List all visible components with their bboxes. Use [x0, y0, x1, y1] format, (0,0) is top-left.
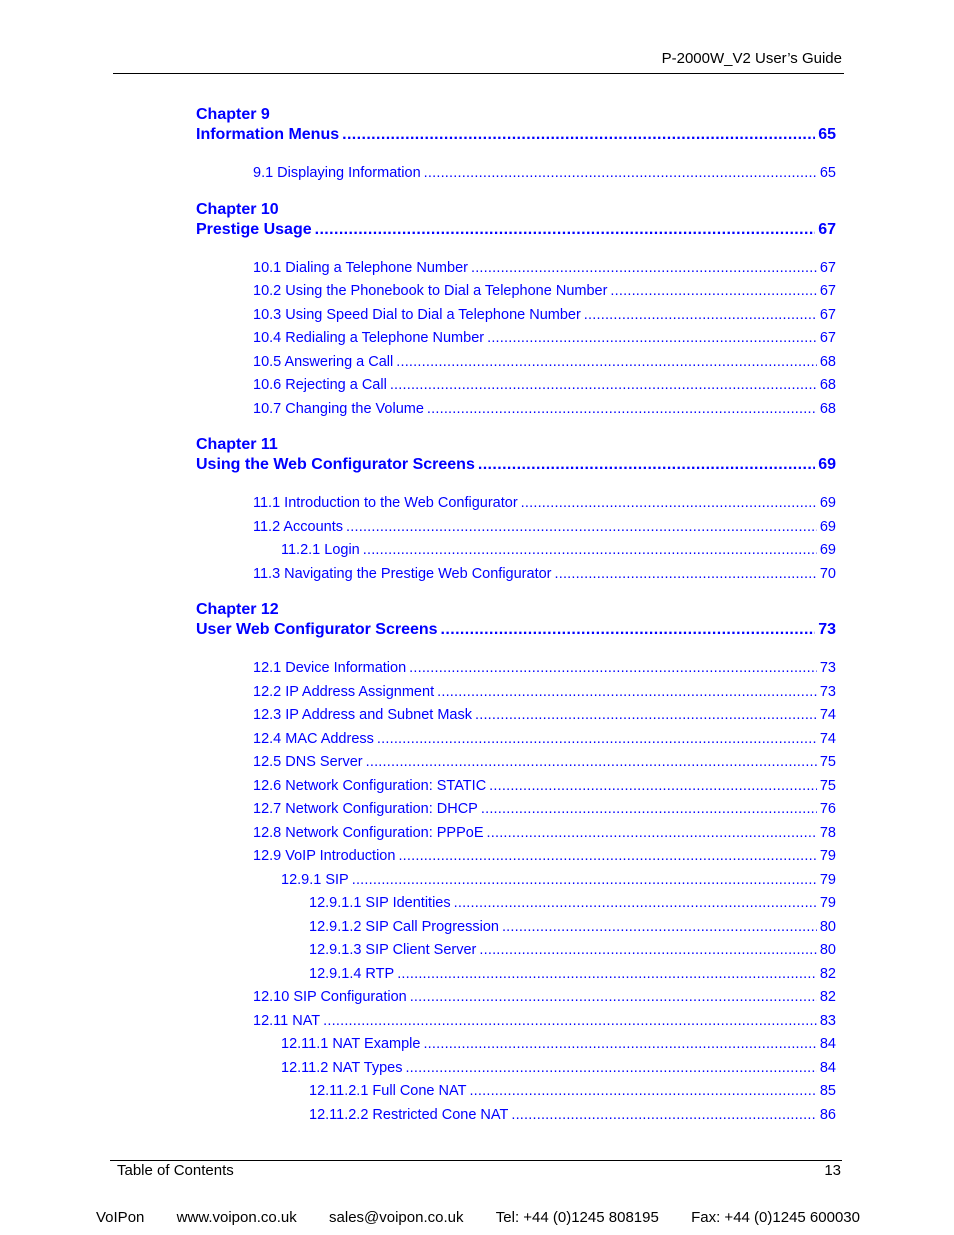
toc-entry-link[interactable]	[196, 657, 836, 681]
chapter-label[interactable]: Chapter 11	[196, 436, 278, 453]
toc-entry-text: 10.7 Changing the Volume	[253, 400, 424, 417]
dot-leader	[437, 681, 817, 705]
toc-entry-link[interactable]	[196, 892, 836, 916]
toc-entry-text: 12.9.1.3 SIP Client Server	[309, 942, 477, 958]
toc-entry-link[interactable]	[196, 1057, 836, 1081]
toc-entry-page: 67	[819, 330, 836, 346]
dot-leader	[315, 220, 816, 240]
email-link[interactable]: sales@voipon.co.uk	[329, 1209, 464, 1226]
toc-entry-text: 12.2 IP Address Assignment	[253, 683, 435, 700]
toc-entry-page: 68	[819, 353, 836, 370]
dot-leader	[323, 1010, 817, 1034]
toc-entry-page: 68	[819, 377, 836, 393]
toc-chapter	[196, 200, 836, 422]
dot-leader	[521, 492, 817, 516]
toc-chapter	[196, 600, 836, 1127]
toc-entry-page: 78	[819, 824, 836, 841]
toc-entry-page: 69	[819, 495, 836, 511]
footer-section-name: Table of Contents	[117, 1162, 234, 1179]
toc-entry-link[interactable]	[196, 869, 836, 893]
toc-entry-page: 65	[819, 165, 836, 181]
toc-entry-text: 12.5 DNS Server	[253, 754, 363, 770]
toc-entry-text: 10.5 Answering a Call	[253, 353, 394, 370]
dot-leader	[423, 1033, 816, 1057]
dot-leader	[342, 125, 815, 145]
telephone-number: Tel: +44 (0)1245 808195	[495, 1209, 659, 1226]
toc-entry-page: 79	[819, 895, 836, 911]
toc-entry-link[interactable]	[196, 986, 836, 1010]
toc-entry-link[interactable]	[196, 845, 836, 869]
dot-leader	[363, 539, 817, 563]
dot-leader	[390, 374, 817, 398]
toc-entry-link[interactable]	[196, 1010, 836, 1034]
toc-entry-text: 12.9.1 SIP	[281, 871, 349, 888]
toc-entry-page: 79	[819, 848, 836, 864]
toc-entry-link[interactable]	[196, 563, 836, 587]
toc-entry-link[interactable]	[196, 775, 836, 799]
toc-entry-text: 10.1 Dialing a Telephone Number	[253, 259, 468, 276]
dot-leader	[398, 845, 816, 869]
dot-leader	[377, 728, 817, 752]
toc-entry-link[interactable]	[196, 374, 836, 398]
toc-entry-text: 12.7 Network Configuration: DHCP	[253, 801, 478, 817]
toc-entry-page: 70	[819, 565, 836, 582]
chapter-page-number: 65	[818, 126, 836, 143]
dot-leader	[469, 1080, 816, 1104]
toc-entry-page: 76	[819, 801, 836, 817]
toc-entry-link[interactable]	[196, 304, 836, 328]
toc-entry-link[interactable]	[196, 963, 836, 987]
toc-entry-text: 12.11.1 NAT Example	[281, 1036, 421, 1052]
toc-entry-text: 12.9 VoIP Introduction	[253, 848, 396, 864]
chapter-page-number: 73	[818, 621, 836, 638]
toc-entry-page: 84	[819, 1036, 836, 1052]
dot-leader	[479, 939, 816, 963]
toc-entry-text: 12.3 IP Address and Subnet Mask	[253, 707, 472, 723]
toc-entry-page: 80	[819, 942, 836, 958]
dot-leader	[346, 516, 817, 540]
dot-leader	[502, 916, 817, 940]
chapter-title-text: User Web Configurator Screens	[196, 621, 438, 638]
toc-entry-text: 12.11 NAT	[253, 1012, 321, 1029]
toc-entry-page: 75	[819, 777, 836, 794]
toc-entry-text: 12.11.2.2 Restricted Cone NAT	[309, 1106, 509, 1123]
dot-leader	[427, 398, 817, 422]
dot-leader	[489, 775, 817, 799]
toc-entry-link[interactable]	[196, 704, 836, 728]
toc-entry-page: 67	[819, 283, 836, 299]
toc-entry-link[interactable]	[196, 681, 836, 705]
toc-entry-text: 12.4 MAC Address	[253, 730, 374, 747]
toc-entry-link[interactable]	[196, 1080, 836, 1104]
toc-entry-text: 12.1 Device Information	[253, 660, 407, 676]
toc-entry-link[interactable]	[196, 822, 836, 846]
toc-entry-link[interactable]	[196, 516, 836, 540]
toc-entry-list	[196, 162, 836, 186]
chapter-title-link[interactable]	[196, 125, 836, 145]
toc-entry-page: 85	[819, 1083, 836, 1099]
toc-entry-page: 82	[819, 965, 836, 982]
toc-entry-text: 12.9.1.2 SIP Call Progression	[309, 918, 499, 935]
dot-leader	[396, 351, 817, 375]
toc-entry-page: 68	[819, 400, 836, 417]
fax-number: Fax: +44 (0)1245 600030	[691, 1209, 860, 1226]
dot-leader	[410, 986, 817, 1010]
document-title: P-2000W_V2 User’s Guide	[661, 50, 842, 67]
toc-entry-page: 74	[819, 707, 836, 723]
toc-entry-page: 86	[819, 1106, 836, 1123]
chapter-page-number: 69	[818, 456, 836, 473]
dot-leader	[409, 657, 817, 681]
toc-entry-link[interactable]	[196, 1033, 836, 1057]
toc-entry-page: 74	[819, 730, 836, 747]
toc-entry-link[interactable]	[196, 728, 836, 752]
dot-leader	[610, 280, 816, 304]
chapter-label[interactable]: Chapter 10	[196, 200, 279, 218]
toc-entry-list	[196, 492, 836, 586]
toc-entry-text: 12.9.1.1 SIP Identities	[309, 895, 451, 911]
toc-entry-text: 10.4 Redialing a Telephone Number	[253, 330, 485, 346]
company-name: VoIPon	[96, 1209, 145, 1226]
chapter-title-link[interactable]	[196, 455, 836, 475]
toc-entry-page: 67	[819, 259, 836, 276]
chapter-title-link[interactable]	[196, 220, 836, 240]
dot-leader	[481, 798, 817, 822]
toc-entry-page: 82	[819, 989, 836, 1005]
table-of-contents	[196, 105, 836, 1141]
toc-entry-text: 12.10 SIP Configuration	[253, 989, 407, 1005]
footer-divider	[110, 1160, 842, 1161]
toc-entry-text: 10.2 Using the Phonebook to Dial a Telephone Number	[253, 283, 608, 299]
toc-entry-link[interactable]	[196, 539, 836, 563]
toc-entry-text: 9.1 Displaying Information	[253, 165, 421, 181]
toc-entry-link[interactable]	[196, 351, 836, 375]
dot-leader	[487, 822, 817, 846]
chapter-page-number: 67	[818, 220, 836, 238]
chapter-title-link[interactable]	[196, 620, 836, 640]
toc-entry-list	[196, 257, 836, 422]
toc-entry-text: 11.3 Navigating the Prestige Web Configurator	[253, 565, 552, 582]
dot-leader	[441, 620, 816, 640]
toc-entry-link[interactable]	[196, 280, 836, 304]
dot-leader	[555, 563, 817, 587]
chapter-label[interactable]: Chapter 12	[196, 601, 279, 618]
toc-entry-page: 80	[819, 918, 836, 935]
toc-entry-link[interactable]	[196, 257, 836, 281]
toc-entry-page: 73	[819, 660, 836, 676]
dot-leader	[584, 304, 817, 328]
toc-entry-text: 12.11.2.1 Full Cone NAT	[309, 1083, 467, 1099]
toc-entry-link[interactable]	[196, 751, 836, 775]
chapter-title-text: Using the Web Configurator Screens	[196, 456, 475, 473]
toc-entry-link[interactable]	[196, 327, 836, 351]
dot-leader	[352, 869, 817, 893]
dot-leader	[397, 963, 817, 987]
toc-entry-text: 10.6 Rejecting a Call	[253, 377, 387, 393]
toc-entry-text: 12.9.1.4 RTP	[309, 965, 395, 982]
toc-entry-page: 67	[819, 306, 836, 323]
toc-entry-link[interactable]	[196, 492, 836, 516]
toc-entry-text: 11.1 Introduction to the Web Configurator	[253, 495, 518, 511]
dot-leader	[475, 704, 817, 728]
website-link[interactable]: www.voipon.co.uk	[176, 1209, 297, 1226]
contact-line	[96, 1209, 860, 1226]
dot-leader	[366, 751, 817, 775]
dot-leader	[405, 1057, 816, 1081]
toc-entry-link[interactable]	[196, 1104, 836, 1128]
dot-leader	[511, 1104, 817, 1128]
toc-entry-text: 11.2 Accounts	[253, 518, 344, 535]
chapter-title-text: Prestige Usage	[196, 220, 312, 238]
dot-leader	[424, 162, 817, 186]
toc-entry-list	[196, 657, 836, 1127]
toc-entry-page: 79	[819, 871, 836, 888]
toc-entry-page: 73	[819, 683, 836, 700]
toc-entry-text: 12.8 Network Configuration: PPPoE	[253, 824, 484, 841]
toc-entry-link[interactable]	[196, 162, 836, 186]
toc-entry-page: 83	[819, 1012, 836, 1029]
dot-leader	[471, 257, 817, 281]
toc-entry-text: 10.3 Using Speed Dial to Dial a Telephone Number	[253, 306, 581, 323]
toc-entry-page: 84	[819, 1059, 836, 1076]
toc-entry-link[interactable]	[196, 916, 836, 940]
toc-entry-link[interactable]	[196, 939, 836, 963]
dot-leader	[487, 327, 817, 351]
dot-leader	[478, 455, 815, 475]
toc-entry-page: 69	[819, 542, 836, 558]
toc-entry-page: 69	[819, 518, 836, 535]
dot-leader	[454, 892, 817, 916]
toc-chapter	[196, 435, 836, 586]
toc-entry-text: 12.11.2 NAT Types	[281, 1059, 403, 1076]
toc-entry-link[interactable]	[196, 798, 836, 822]
header-divider	[113, 73, 844, 74]
chapter-title-text: Information Menus	[196, 126, 340, 143]
toc-entry-text: 11.2.1 Login	[281, 542, 360, 558]
chapter-label[interactable]: Chapter 9	[196, 106, 270, 123]
toc-entry-link[interactable]	[196, 398, 836, 422]
page-number: 13	[824, 1162, 841, 1179]
toc-entry-page: 75	[819, 754, 836, 770]
toc-chapter	[196, 105, 836, 186]
toc-entry-text: 12.6 Network Configuration: STATIC	[253, 777, 487, 794]
